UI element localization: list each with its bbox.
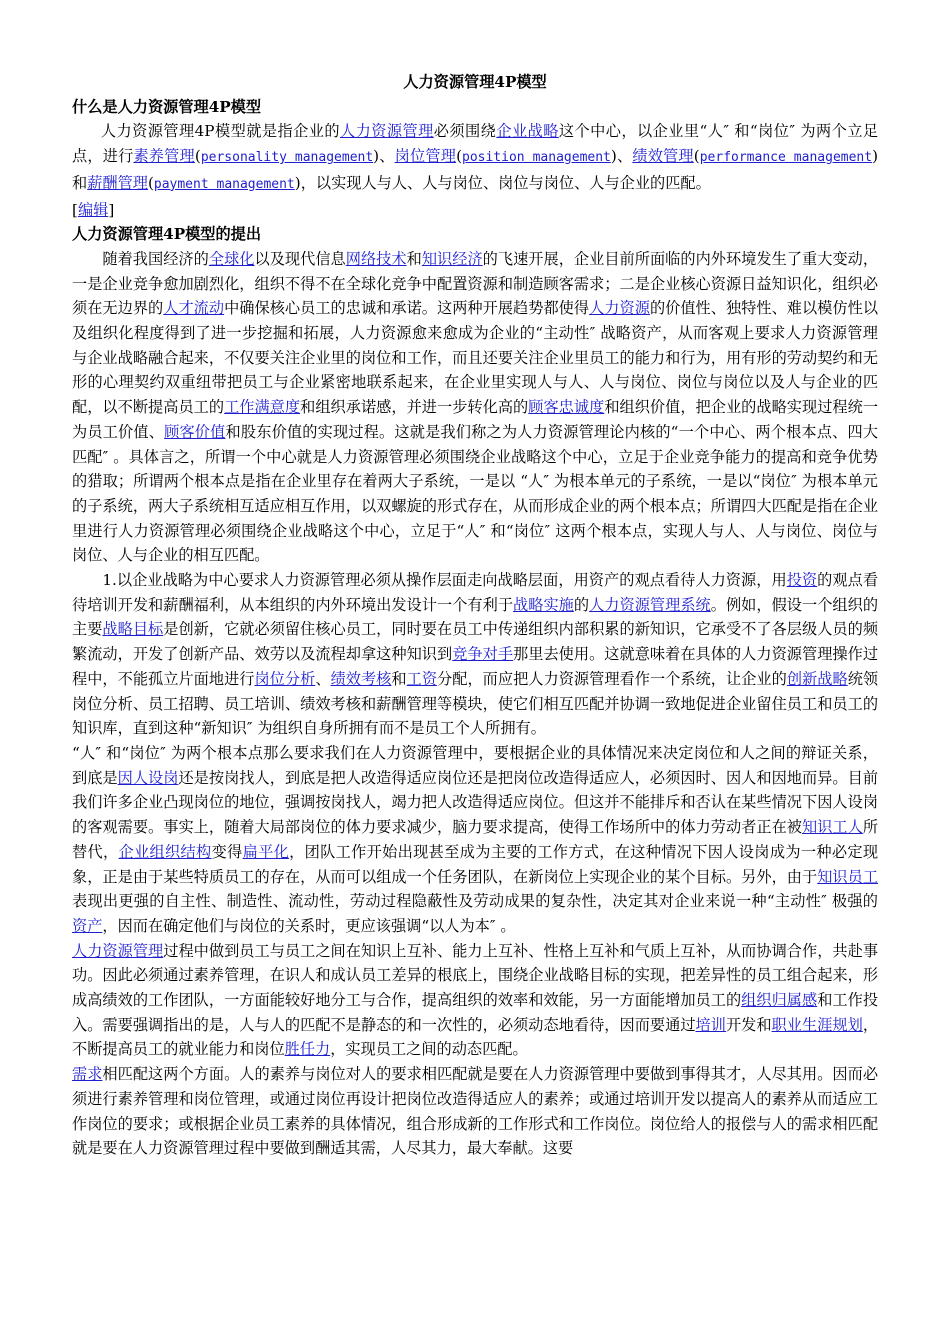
link-strategy-implementation[interactable]: 战略实施 bbox=[513, 595, 574, 614]
link-customer-value[interactable]: 顾客价值 bbox=[164, 422, 226, 441]
link-competency[interactable]: 胜任力 bbox=[284, 1040, 331, 1059]
edit-link-wrapper: [编辑] bbox=[72, 200, 115, 219]
link-org-belonging[interactable]: 组织归属感 bbox=[741, 991, 818, 1010]
paragraph-background: 随着我国经济的全球化以及现代信息网络技术和知识经济的飞速开展，企业目前所面临的内外环境发生了重大变动，一是企业竞争愈加剧烈化，组织不得不在全球化竞争中配置资源和制造顾客需求；二是企业核心资源日益知识化，组织必须在无边界的人才流动中确保核心员工的忠诚和承诺。这两种开展趋势都使得人力资源的价值性、独特性、难以模仿性以及组织化程度得到了进一步挖掘和拓展，人力资源愈来愈成为企业的“主动性″ 战略资产，从而客观上要求人力资源管理与企业战略融合起来，不仅要关注企业里的岗位和工作，而且还要关注企业里员工的能力和行为，用有形的劳动契约和无形的心理契约双重纽带把员工与企业紧密地联系起来，在企业里实现人与人、人与岗位、岗位与岗位以及人与企业的匹配，以不断提高员工的工作满意度和组织承诺感，并进一步转化高的顾客忠诚度和组织价值，把企业的战略实现过程统一为员工价值、顾客价值和股东价值的实现过程。这就是我们称之为人力资源管理论内核的“一个中心、两个根本点、四大匹配″ 。具体言之，所谓一个中心就是人力资源管理必须围绕企业战略这个中心，立足于企业竞争能力的提高和竞争优势的猎取；所谓两个根本点是指在企业里存在着两大子系统，一是以 “人″ 为根本单元的子系统，一是以“岗位″ 为根本单元的子系统，两大子系统相互适应相互作用，以双螺旋的形式存在，从而形成企业的两个根本点；所谓四大匹配是指在企业里进行人力资源管理必须围绕企业战略这个中心，立足于“人″ 和“岗位″ 这两个根本点，实现人与人、人与岗位、岗位与岗位、人与企业的相互匹配。 bbox=[72, 249, 879, 565]
paragraph-definition: 人力资源管理4P模型就是指企业的人力资源管理必须围绕企业战略这个中心，以企业里“人″ 和“岗位″ 为两个立足点，进行素养管理(personality management)、岗位管理(position management)、绩效管理(performance management)和薪酬管理(payment management)，以实现人与人、人与岗位、岗位与岗位、人与企业的匹配。 bbox=[72, 122, 879, 192]
link-investment[interactable]: 投资 bbox=[786, 571, 818, 590]
link-performance-appraisal[interactable]: 绩效考核 bbox=[330, 669, 392, 688]
link-wage[interactable]: 工资 bbox=[406, 669, 438, 688]
link-payment-management[interactable]: 薪酬管理 bbox=[87, 173, 148, 192]
link-hr-management[interactable]: 人力资源管理 bbox=[340, 122, 434, 141]
link-knowledge-employee[interactable]: 知识员工 bbox=[817, 867, 879, 886]
link-flattening[interactable]: 扁平化 bbox=[242, 842, 290, 861]
link-job-satisfaction[interactable]: 工作满意度 bbox=[224, 398, 301, 417]
link-hr-management-2[interactable]: 人力资源管理 bbox=[72, 941, 164, 960]
paragraph-people-matching: 人力资源管理过程中做到员工与员工之间在知识上互补、能力上互补、性格上互补和气质上互补，从而协调合作，共赴事功。因此必须通过素养管理，在识人和成认员工差异的根底上，围绕企业战略目标的实现，把差异性的员工组合起来，形成高绩效的工作团队，一方面能较好地分工与合作，提高组织的效率和效能，另一方面能增加员工的组织归属感和工作投入。需要强调指出的是，人与人的匹配不是静态的和一次性的，必须动态地看待，因而要通过培训开发和职业生涯规划，不断提高员工的就业能力和岗位胜任力，实现员工之间的动态匹配。 bbox=[72, 941, 879, 1059]
paragraph-two-basic-points: “人″ 和“岗位″ 为两个根本点那么要求我们在人力资源管理中，要根据企业的具体情况来决定岗位和人之间的辩证关系，到底是因人设岗还是按岗找人，到底是把人改造得适应岗位还是把岗位改造得适应人，必须因时、因人和因地而异。目前我们许多企业凸现岗位的地位，强调按岗找人，竭力把人改造得适应岗位。但这并不能排斥和否认在某些情况下因人设岗的客观需要。事实上，随着大局部岗位的体力要求减少，脑力要求提高，使得工作场所中的体力劳动者正在被知识工人所替代，企业组织结构变得扁平化，团队工作开始出现甚至成为主要的工作方式，在这种情况下因人设岗成为一种必定现象，正是由于某些特质员工的存在，从而可以组成一个任务团队，在新岗位上实现企业的某个目标。另外，由于知识员工表现出更强的自主性、制造性、流动性，劳动过程隐蔽性及劳动成果的复杂性，决定其对企业来说一种“主动性″ 极强的资产，因而在确定他们与岗位的关系时，更应该强调“以人为本″ 。 bbox=[72, 743, 879, 935]
link-performance-management[interactable]: 绩效管理 bbox=[632, 147, 694, 166]
link-training[interactable]: 培训 bbox=[695, 1015, 726, 1034]
link-position-management[interactable]: 岗位管理 bbox=[394, 147, 457, 166]
link-talent-flow[interactable]: 人才流动 bbox=[163, 299, 225, 318]
link-performance-management-en[interactable]: performance management bbox=[699, 150, 873, 166]
link-network-technology[interactable]: 网络技术 bbox=[345, 249, 407, 268]
link-enterprise-strategy[interactable]: 企业战略 bbox=[496, 122, 559, 141]
link-payment-management-en[interactable]: payment management bbox=[153, 176, 295, 192]
section-heading-origin: 人力资源管理4P模型的提出 bbox=[72, 225, 262, 244]
link-hr-management-system[interactable]: 人力资源管理系统 bbox=[589, 595, 711, 614]
link-org-structure[interactable]: 企业组织结构 bbox=[118, 842, 212, 861]
paragraph-person-position-matching: 需求相匹配这两个方面。人的素养与岗位对人的要求相匹配就是要在人力资源管理中要做到事得其才，人尽其用。因而必须进行素养管理和岗位管理，或通过岗位再设计把岗位改造得适应人的素养；或通过培训开发以提高人的素养从而适应工作岗位的要求；或根据企业员工素养的具体情况，组合形成新的工作形式和工作岗位。岗位给人的报偿与人的需求相匹配就是要在人力资源管理过程中要做到酬适其需，人尽其力，最大奉献。这要 bbox=[72, 1065, 879, 1158]
edit-link[interactable]: 编辑 bbox=[77, 200, 109, 219]
link-job-analysis[interactable]: 岗位分析 bbox=[254, 669, 316, 688]
link-asset[interactable]: 资产 bbox=[72, 916, 103, 935]
section-heading-what-is: 什么是人力资源管理4P模型 bbox=[72, 97, 262, 116]
link-personality-management[interactable]: 素养管理 bbox=[133, 147, 195, 166]
link-human-resources[interactable]: 人力资源 bbox=[589, 299, 650, 318]
link-knowledge-worker[interactable]: 知识工人 bbox=[801, 818, 863, 837]
link-career-planning[interactable]: 职业生涯规划 bbox=[771, 1015, 863, 1034]
link-demand[interactable]: 需求 bbox=[72, 1065, 103, 1084]
link-position-by-person[interactable]: 因人设岗 bbox=[117, 768, 179, 787]
document-title: 人力资源管理4P模型 bbox=[403, 73, 547, 91]
link-strategic-goal[interactable]: 战略目标 bbox=[102, 620, 164, 639]
link-innovation-strategy[interactable]: 创新战略 bbox=[786, 669, 848, 688]
link-knowledge-economy[interactable]: 知识经济 bbox=[421, 249, 483, 268]
link-personality-management-en[interactable]: personality management bbox=[200, 150, 374, 166]
link-position-management-en[interactable]: position management bbox=[462, 150, 611, 166]
link-customer-loyalty[interactable]: 顾客忠诚度 bbox=[528, 398, 605, 417]
paragraph-strategy-center: 1.以企业战略为中心要求人力资源管理必须从操作层面走向战略层面，用资产的观点看待人力资源，用投资的观点看待培训开发和薪酬福利，从本组织的内外环境出发设计一个有利于战略实施的人力资源管理系统。例如，假设一个组织的主要战略目标是创新，它就必须留住核心员工，同时要在员工中传递组织内部积累的新知识，它承受不了各层级人员的频繁流动，开发了创新产品、效劳以及流程却拿这种知识到竞争对手那里去使用。这就意味着在具体的人力资源管理操作过程中，不能孤立片面地进行岗位分析、绩效考核和工资分配，而应把人力资源管理看作一个系统，让企业的创新战略统领岗位分析、员工招聘、员工培训、绩效考核和薪酬管理等模块，使它们相互匹配并协调一致地促进企业留住员工和员工的知识库，直到这种“新知识″ 为组织自身所拥有而不是员工个人所拥有。 bbox=[72, 571, 879, 738]
link-globalization[interactable]: 全球化 bbox=[208, 249, 255, 268]
link-competitor[interactable]: 竞争对手 bbox=[452, 645, 514, 664]
